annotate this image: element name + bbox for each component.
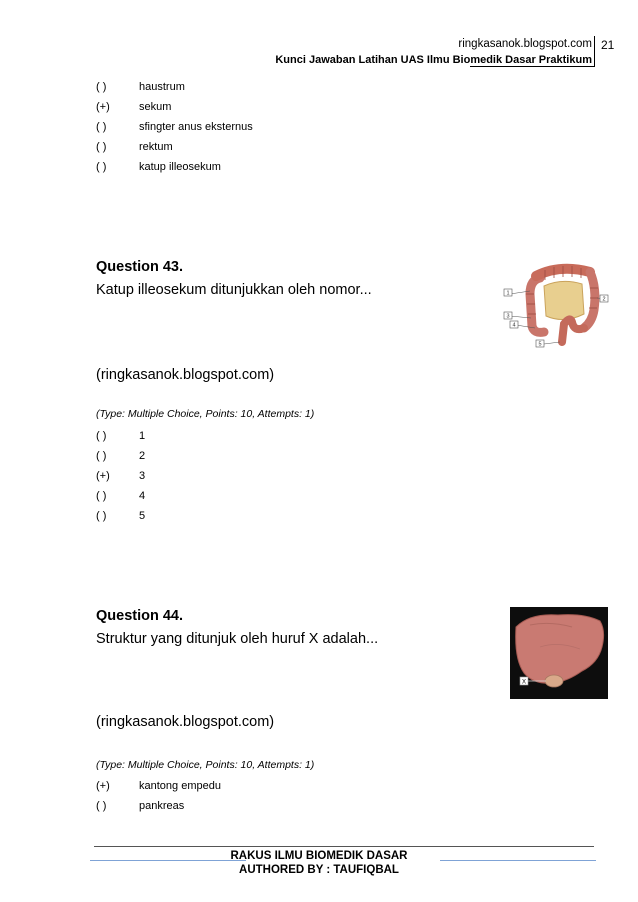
- option-mark: ( ): [96, 800, 107, 812]
- option-text: 1: [139, 430, 146, 442]
- header-title: Kunci Jawaban Latihan UAS Ilmu Biomedik Dasar Praktikum: [275, 54, 592, 66]
- footer-rule: [94, 846, 594, 847]
- page-number: 21: [601, 38, 615, 52]
- option-text: kantong empedu: [139, 780, 221, 792]
- option-text: 4: [139, 490, 146, 502]
- option-mark: ( ): [96, 450, 107, 462]
- option-text: pankreas: [139, 800, 185, 812]
- question-44-title: Question 44.: [96, 608, 184, 624]
- figure-label: 1: [506, 290, 510, 297]
- option-mark: ( ): [96, 430, 107, 442]
- option-text: rektum: [139, 141, 173, 153]
- option-text: 3: [139, 470, 146, 482]
- question-43-type: (Type: Multiple Choice, Points: 10, Attempts: 1): [96, 408, 315, 420]
- option-row: [96, 427, 145, 445]
- option-mark: ( ): [96, 141, 107, 153]
- option-row: [96, 158, 221, 176]
- option-mark: (+): [96, 101, 110, 113]
- liver-figure: [510, 607, 608, 699]
- question-43-source: (ringkasanok.blogspot.com): [96, 367, 275, 383]
- option-mark: ( ): [96, 490, 107, 502]
- header-site: ringkasanok.blogspot.com: [458, 38, 592, 50]
- figure-label: 3: [506, 313, 510, 320]
- figure-label: 2: [602, 296, 606, 303]
- option-text: haustrum: [139, 81, 185, 93]
- option-mark: (+): [96, 470, 110, 482]
- option-mark: ( ): [96, 510, 107, 522]
- option-row: [96, 447, 145, 465]
- option-row: [96, 507, 145, 525]
- question-43-title: Question 43.: [96, 259, 184, 275]
- option-mark: ( ): [96, 161, 107, 173]
- option-mark: (+): [96, 780, 110, 792]
- option-row: [96, 797, 184, 815]
- figure-label-x: X: [521, 679, 527, 686]
- question-44-type: (Type: Multiple Choice, Points: 10, Attempts: 1): [96, 759, 315, 771]
- footer-line-2: AUTHORED BY : TAUFIQBAL: [239, 864, 399, 876]
- option-text: sekum: [139, 101, 172, 113]
- option-mark: ( ): [96, 121, 107, 133]
- option-text: 2: [139, 450, 146, 462]
- option-row: [96, 118, 253, 136]
- question-44-source: (ringkasanok.blogspot.com): [96, 714, 275, 730]
- question-43-text: Katup illeosekum ditunjukkan oleh nomor...: [96, 282, 372, 298]
- footer-line-1: RAKUS ILMU BIOMEDIK DASAR: [230, 850, 408, 862]
- option-text: sfingter anus eksternus: [139, 121, 253, 133]
- figure-label: 5: [538, 341, 542, 348]
- option-row: [96, 138, 173, 156]
- option-row: [96, 78, 185, 96]
- option-text: 5: [139, 510, 146, 522]
- option-mark: ( ): [96, 81, 107, 93]
- figure-label: 4: [512, 322, 516, 329]
- option-row: [96, 487, 145, 505]
- question-44-text: Struktur yang ditunjuk oleh huruf X adalah...: [96, 631, 379, 647]
- option-row: [96, 98, 171, 116]
- option-text: katup illeosekum: [139, 161, 221, 173]
- header-divider: [594, 36, 595, 66]
- option-row: [96, 467, 145, 485]
- header-underline: [470, 66, 595, 67]
- large-intestine-figure: [500, 258, 612, 350]
- option-row: [96, 777, 221, 795]
